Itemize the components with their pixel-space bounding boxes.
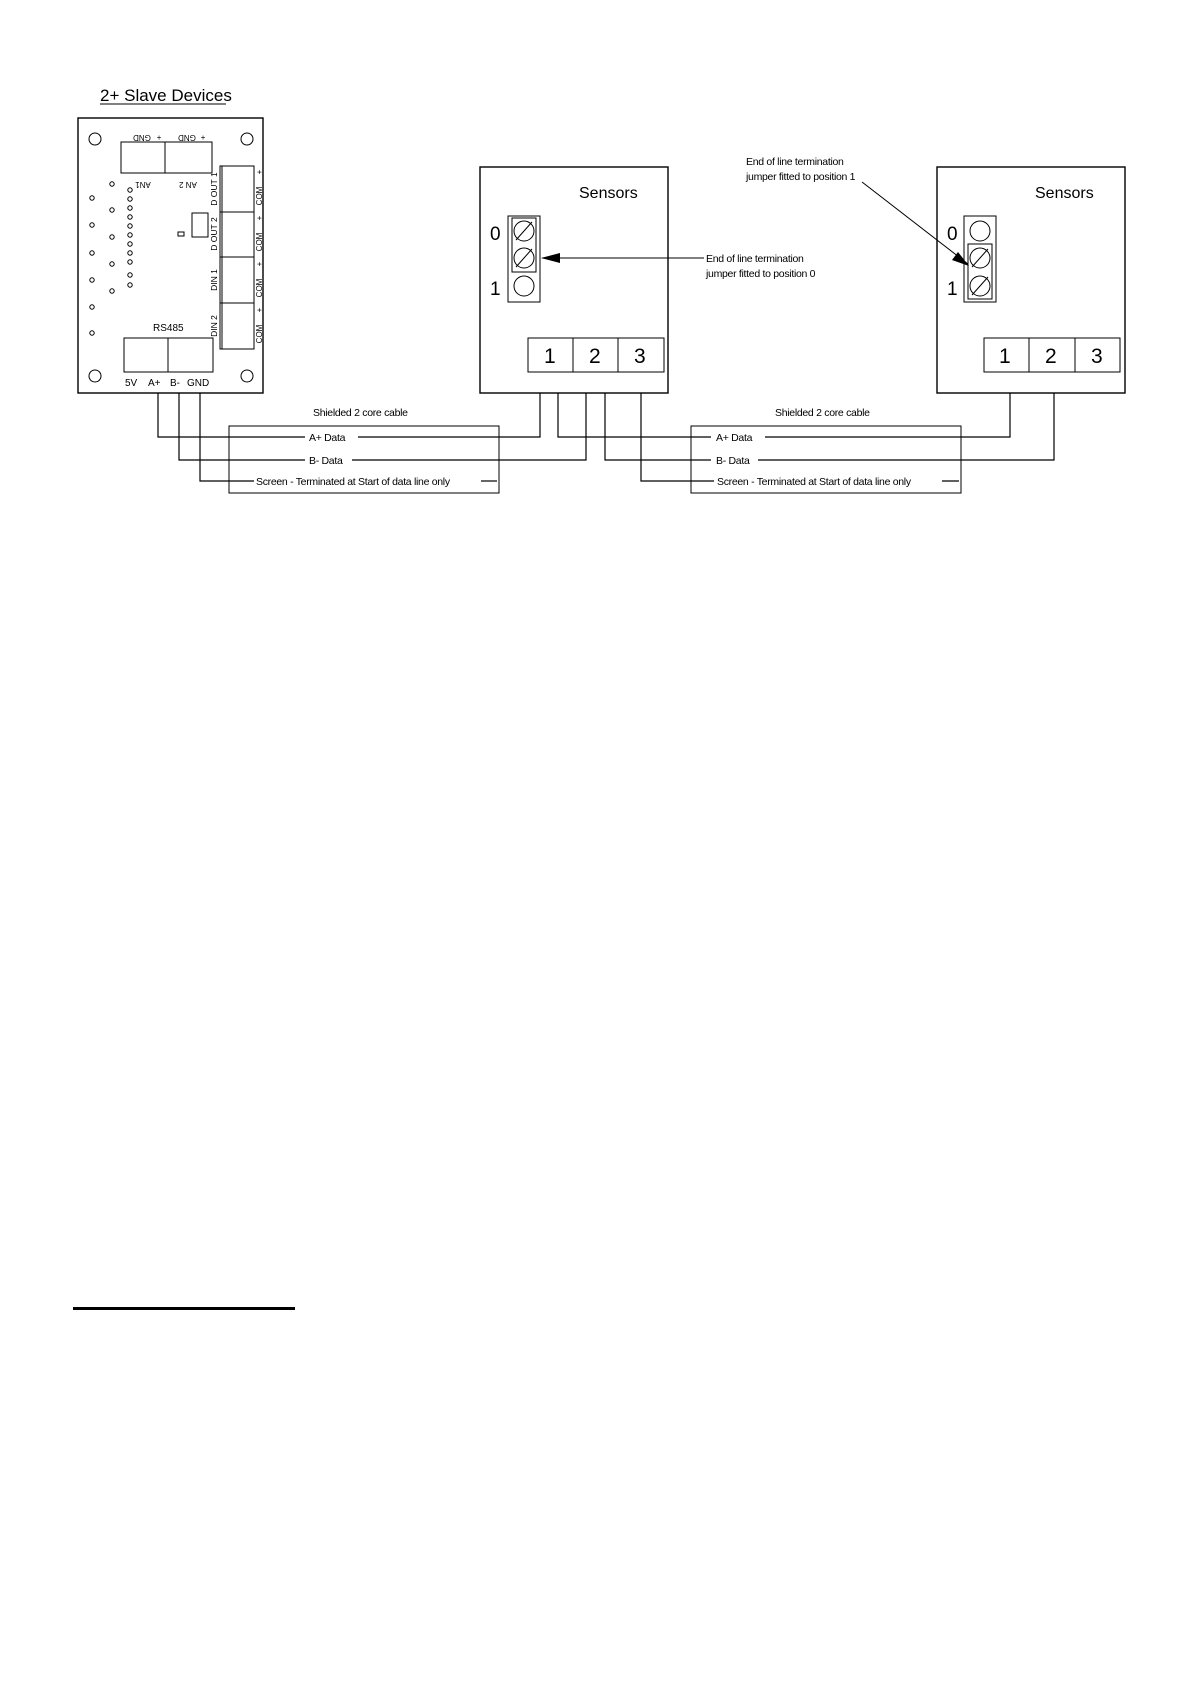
- cable-1-label: Shielded 2 core cable: [313, 407, 408, 419]
- sensor-unit-1-jumper-label-1: 1: [490, 279, 501, 300]
- din2-com: COM: [255, 324, 264, 344]
- an2-gnd-label: GND: [178, 133, 196, 142]
- cable-1: [158, 393, 586, 493]
- rs485-pin-5v: 5V: [125, 378, 138, 389]
- annotation-unit-2-line-2: jumper fitted to position 1: [746, 171, 856, 183]
- sensor-unit-2-terminal-1: 1: [999, 345, 1011, 368]
- cable-2-wire-screen-label: Screen - Terminated at Start of data line only: [717, 476, 911, 488]
- sensor-unit-2-terminal-2: 2: [1045, 345, 1057, 368]
- controller-outline: [78, 118, 263, 393]
- din1-label: DIN 1: [209, 269, 219, 291]
- dout1-com: COM: [255, 186, 264, 206]
- sensor-unit-1-terminal-1: 1: [544, 345, 556, 368]
- an1-plus-label: +: [156, 133, 162, 142]
- sensor-unit-1-terminal-3: 3: [634, 345, 646, 368]
- an2-plus-label: +: [200, 133, 206, 142]
- cable-1-wire-a-plus: [158, 393, 305, 437]
- cable-2-wire-b-minus-label: B- Data: [716, 455, 750, 467]
- cable-1-wire-b-minus-label: B- Data: [309, 455, 343, 467]
- cable-1-wire-a-plus-label: A+ Data: [309, 432, 346, 444]
- diagram-title: 2+ Slave Devices: [100, 86, 232, 105]
- dout1-plus: +: [255, 169, 264, 175]
- annotation-unit-1-line-1: End of line termination: [706, 253, 804, 265]
- cable-2-wire-a-plus: [558, 393, 711, 437]
- rs485-pin-gnd: GND: [187, 378, 210, 389]
- din1-com: COM: [255, 278, 264, 298]
- an2-label: AN 2: [179, 180, 197, 189]
- sensor-unit-2-terminal-3: 3: [1091, 345, 1103, 368]
- sensor-unit-1-title: Sensors: [579, 185, 638, 202]
- sensor-unit-2-jumper-label-0: 0: [947, 224, 958, 245]
- footer-rule: [73, 1307, 295, 1310]
- sensor-unit-1: [480, 167, 668, 393]
- din2-label: DIN 2: [209, 315, 219, 337]
- dout1-label: D OUT 1: [209, 172, 219, 206]
- rs485-pin-b-minus: B-: [170, 378, 180, 389]
- controller-board: [78, 118, 264, 393]
- an1-label: AN1: [135, 180, 151, 189]
- dout2-label: D OUT 2: [209, 217, 219, 251]
- sensor-unit-2-jumper-label-1: 1: [947, 279, 958, 300]
- rs485-label: RS485: [153, 323, 184, 334]
- sensor-unit-1-jumper-label-0: 0: [490, 224, 501, 245]
- din2-plus: +: [255, 307, 264, 313]
- din1-plus: +: [255, 261, 264, 267]
- sensor-unit-2: [937, 167, 1125, 393]
- cable-2-wire-a-plus-label: A+ Data: [716, 432, 753, 444]
- annotation-unit-1-line-2: jumper fitted to position 0: [706, 268, 816, 280]
- sensor-unit-2-title: Sensors: [1035, 185, 1094, 202]
- cable-2: [558, 393, 1054, 493]
- an1-gnd-label: GND: [133, 133, 151, 142]
- annotation-unit-2-line-1: End of line termination: [746, 156, 844, 168]
- rs485-pin-a-plus: A+: [148, 378, 161, 389]
- dout2-plus: +: [255, 215, 264, 221]
- dout2-com: COM: [255, 232, 264, 252]
- sensor-unit-1-terminal-2: 2: [589, 345, 601, 368]
- annotation-unit-2: [745, 156, 969, 266]
- cable-2-label: Shielded 2 core cable: [775, 407, 870, 419]
- cable-1-wire-screen-label: Screen - Terminated at Start of data line only: [256, 476, 450, 488]
